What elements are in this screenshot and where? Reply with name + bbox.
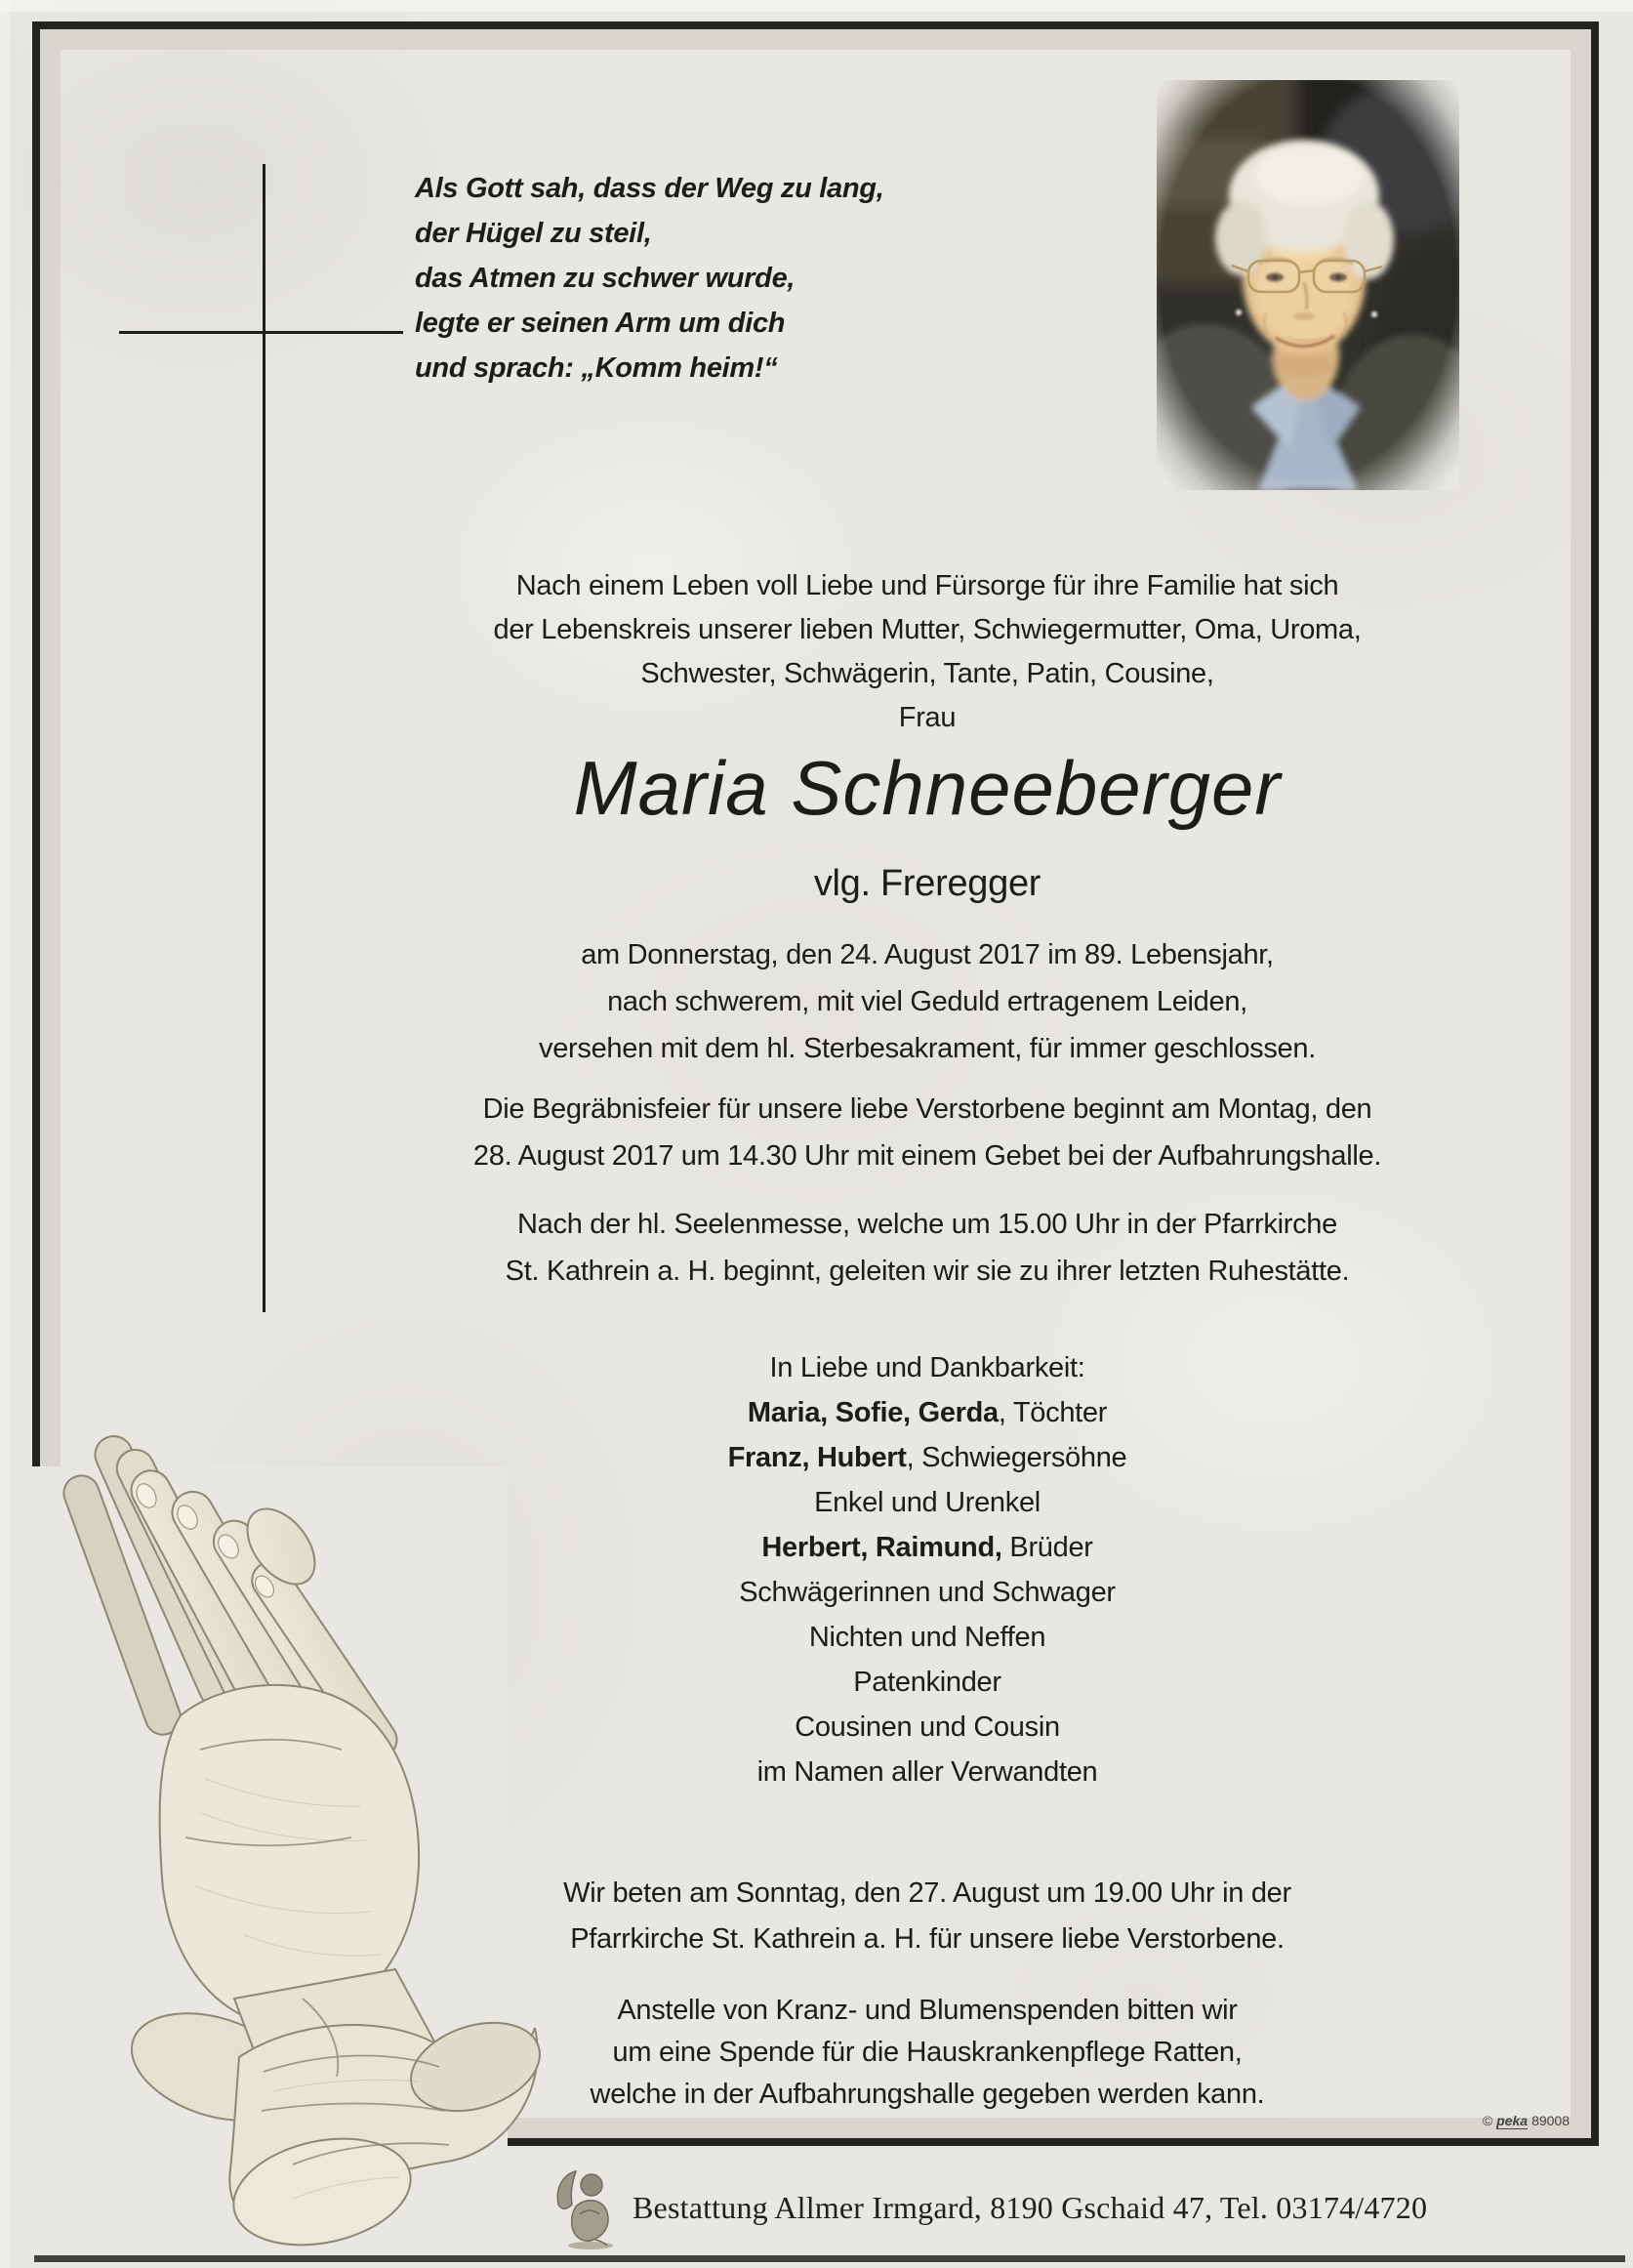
scan-edge-shadow — [34, 2255, 1625, 2262]
print-number: 89008 — [1531, 2113, 1570, 2128]
mourner-line: Cousinen und Cousin — [795, 1711, 1060, 1743]
mourner-line: Nichten und Neffen — [808, 1622, 1046, 1653]
memorial-cross-vertical — [263, 164, 265, 1312]
mourner-line: Enkel und Urenkel — [814, 1487, 1041, 1518]
deceased-name: Maria Schneeberger — [573, 745, 1282, 831]
prayer-line: Wir beten am Sonntag, den 27. August um 19.00 Uhr in der — [563, 1877, 1291, 1909]
death-line: am Donnerstag, den 24. August 2017 im 89. Lebensjahr, — [581, 939, 1274, 970]
mourner-line: Franz, Hubert, Schwiegersöhne — [727, 1442, 1127, 1473]
intro-line: der Lebenskreis unserer lieben Mutter, Schwiegermutter, Oma, Uroma, — [493, 614, 1362, 645]
death-line: nach schwerem, mit viel Geduld ertragenem Leiden, — [607, 986, 1247, 1017]
mourner-line: Maria, Sofie, Gerda, Töchter — [747, 1397, 1108, 1428]
funeral-line: Die Begräbnisfeier für unsere liebe Verstorbene beginnt am Montag, den — [482, 1093, 1372, 1125]
printer-brand: peka — [1496, 2113, 1529, 2128]
funeral-notice — [347, 1086, 1508, 1179]
mourner-line: Schwägerinnen und Schwager — [739, 1577, 1116, 1608]
death-line: versehen mit dem hl. Sterbesakrament, für immer geschlossen. — [539, 1033, 1316, 1064]
donation-line: um eine Spende für die Hauskrankenpflege Ratten, — [612, 2037, 1243, 2068]
mass-notice — [347, 1201, 1508, 1295]
mourner-line: Herbert, Raimund, Brüder — [761, 1532, 1093, 1563]
praying-hands-drawing — [0, 1427, 547, 2267]
donation-line: welche in der Aufbahrungshalle gegeben werden kann. — [590, 2079, 1265, 2110]
print-mark — [1386, 2113, 1570, 2128]
mourner-line: im Namen aller Verwandten — [756, 1756, 1098, 1788]
mourner-line: Patenkinder — [853, 1667, 1001, 1698]
copyright-icon: © — [1482, 2113, 1493, 2128]
poem-line: und sprach: „Komm heim!“ — [415, 352, 778, 384]
intro-paragraph — [347, 564, 1508, 740]
mourners-heading: In Liebe und Dankbarkeit: — [769, 1352, 1085, 1383]
funeral-home-line: Bestattung Allmer Irmgard, 8190 Gschaid 47, Tel. 03174/4720 — [633, 2190, 1428, 2225]
scan-edge-top — [0, 0, 1633, 12]
donation-line: Anstelle von Kranz- und Blumenspenden bitten wir — [617, 1995, 1238, 2026]
poem-line: Als Gott sah, dass der Weg zu lang, — [415, 173, 884, 204]
intro-line: Nach einem Leben voll Liebe und Fürsorge für ihre Familie hat sich — [515, 570, 1339, 601]
poem — [415, 166, 883, 391]
portrait-photo — [1157, 80, 1459, 490]
poem-line: legte er seinen Arm um dich — [415, 308, 786, 339]
prayer-line: Pfarrkirche St. Kathrein a. H. für unsere liebe Verstorbene. — [570, 1923, 1285, 1955]
memorial-cross-horizontal — [119, 331, 403, 334]
vulgo-name: vlg. Freregger — [813, 863, 1041, 904]
mass-line: Nach der hl. Seelenmesse, welche um 15.00 Uhr in der Pfarrkirche — [517, 1209, 1337, 1240]
poem-line: das Atmen zu schwer wurde, — [415, 263, 796, 294]
angel-figurine-icon — [547, 2167, 625, 2250]
funeral-line: 28. August 2017 um 14.30 Uhr mit einem Gebet bei der Aufbahrungshalle. — [472, 1140, 1382, 1172]
scan-edge-left — [0, 0, 10, 2268]
mass-line: St. Kathrein a. H. beginnt, geleiten wir sie zu ihrer letzten Ruhestätte. — [505, 1256, 1350, 1287]
death-notice — [347, 931, 1508, 1072]
intro-line: Frau — [898, 702, 957, 733]
poem-line: der Hügel zu steil, — [415, 218, 652, 249]
intro-line: Schwester, Schwägerin, Tante, Patin, Cousine, — [640, 658, 1214, 689]
